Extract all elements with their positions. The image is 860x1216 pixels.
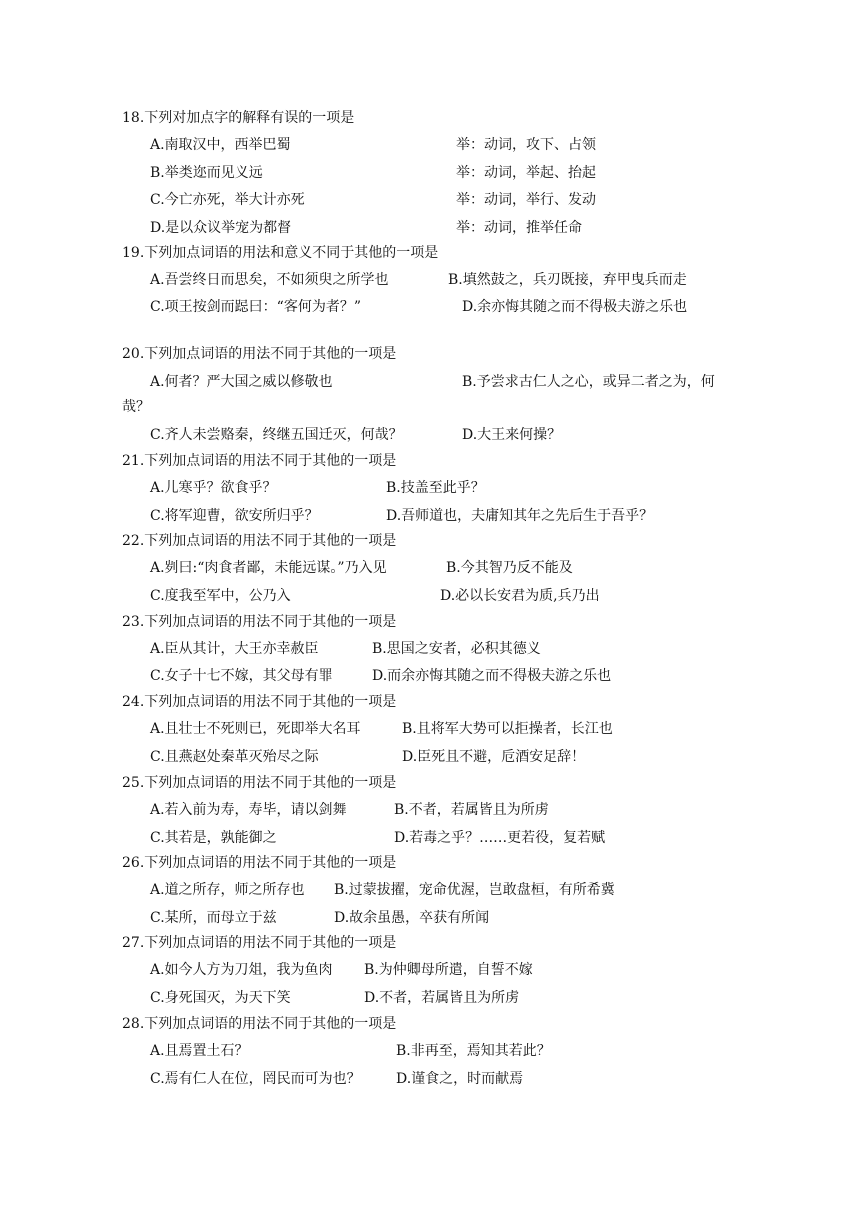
question-23-option-a: A.臣从其计，大王亦幸赦臣	[150, 641, 319, 657]
question-25-stem: 25.下列加点词语的用法不同于其他的一项是	[122, 775, 397, 791]
question-18-option-c: C.今亡亦死，举大计亦死	[150, 192, 305, 208]
question-22-stem: 22.下列加点词语的用法不同于其他的一项是	[122, 533, 397, 549]
question-25-option-c: C.其若是，孰能御之	[150, 830, 277, 846]
question-19-option-c: C.项王按剑而跽曰：“客何为者？”	[150, 299, 361, 315]
question-20-option-b: B.予尝求古仁人之心，或异二者之为，何	[462, 374, 715, 390]
question-24-option-b: B.且将军大势可以拒操者，长江也	[402, 721, 613, 737]
question-20-option-d: D.大王来何操？	[462, 427, 562, 443]
question-28-option-c: C.焉有仁人在位，罔民而可为也？	[150, 1071, 361, 1087]
question-18-option-a-explanation: 举：动词，攻下、占领	[456, 137, 596, 153]
question-23-option-d: D.而余亦悔其随之而不得极夫游之乐也	[372, 668, 612, 684]
question-28-option-a: A.且焉置土石？	[150, 1043, 249, 1059]
question-18-option-b-explanation: 举：动词，举起、抬起	[456, 165, 596, 181]
question-21-option-d: D.吾师道也，夫庸知其年之先后生于吾乎？	[386, 508, 654, 524]
question-20-stem: 20.下列加点词语的用法不同于其他的一项是	[122, 346, 397, 362]
question-28-option-b: B.非再至，焉知其若此？	[396, 1043, 551, 1059]
question-27-option-a: A.如今人方为刀俎，我为鱼肉	[150, 962, 333, 978]
question-26-option-a: A.道之所存，师之所存也	[150, 882, 305, 898]
question-24-option-a: A.且壮士不死则已，死即举大名耳	[150, 721, 361, 737]
question-28-stem: 28.下列加点词语的用法不同于其他的一项是	[122, 1016, 397, 1032]
question-22-option-d: D.必以长安君为质,兵乃出	[440, 588, 600, 604]
question-21-option-c: C.将军迎曹，欲安所归乎？	[150, 508, 319, 524]
question-20-option-c: C.齐人未尝赂秦，终继五国迁灭，何哉？	[150, 427, 403, 443]
question-23-option-c: C.女子十七不嫁，其父母有罪	[150, 668, 333, 684]
question-19-option-d: D.余亦悔其随之而不得极夫游之乐也	[462, 299, 688, 315]
question-22-option-b: B.今其智乃反不能及	[446, 560, 573, 576]
question-25-option-b: B.不者，若属皆且为所虏	[394, 802, 549, 818]
question-26-option-d: D.故余虽愚，卒获有所闻	[334, 910, 490, 926]
question-18-option-c-explanation: 举：动词，举行、发动	[456, 192, 596, 208]
question-18-option-d-explanation: 举：动词，推举任命	[456, 220, 582, 236]
question-24-option-d: D.臣死且不避，卮酒安足辞！	[402, 749, 586, 765]
question-28-option-d: D.谨食之，时而献焉	[396, 1071, 524, 1087]
question-22-option-c: C.度我至军中，公乃入	[150, 588, 291, 604]
question-18-stem: 18.下列对加点字的解释有误的一项是	[122, 110, 355, 126]
question-27-option-c: C.身死国灭，为天下笑	[150, 990, 291, 1006]
question-19-stem: 19.下列加点词语的用法和意义不同于其他的一项是	[122, 245, 439, 261]
question-19-option-a: A.吾尝终日而思矣，不如须臾之所学也	[150, 272, 389, 288]
question-26-stem: 26.下列加点词语的用法不同于其他的一项是	[122, 855, 397, 871]
question-18-option-b: B.举类迩而见义远	[150, 165, 263, 181]
question-21-stem: 21.下列加点词语的用法不同于其他的一项是	[122, 453, 397, 469]
question-27-option-b: B.为仲卿母所遣，自誓不嫁	[364, 962, 533, 978]
question-20-option-a: A.何者？严大国之威以修敬也	[150, 374, 333, 390]
question-23-stem: 23.下列加点词语的用法不同于其他的一项是	[122, 614, 397, 630]
question-24-option-c: C.且燕赵处秦革灭殆尽之际	[150, 749, 319, 765]
question-25-option-a: A.若入前为寿，寿毕，请以剑舞	[150, 802, 347, 818]
question-20-option-b-continued: 哉？	[122, 399, 150, 415]
question-19-option-b: B.填然鼓之，兵刃既接，弃甲曳兵而走	[448, 272, 687, 288]
question-26-option-b: B.过蒙拔擢，宠命优渥，岂敢盘桓，有所希冀	[334, 882, 615, 898]
question-24-stem: 24.下列加点词语的用法不同于其他的一项是	[122, 694, 397, 710]
question-25-option-d: D.若毒之乎？……更若役，复若赋	[394, 830, 606, 846]
question-18-option-a: A.南取汉中，西举巴蜀	[150, 137, 291, 153]
question-27-option-d: D.不者，若属皆且为所虏	[364, 990, 520, 1006]
question-26-option-c: C.某所，而母立于兹	[150, 910, 277, 926]
question-23-option-b: B.思国之安者，必积其德义	[372, 641, 541, 657]
question-21-option-a: A.儿寒乎？欲食乎？	[150, 480, 277, 496]
question-22-option-a: A.刿曰:“肉食者鄙，未能远谋。”乃入见	[150, 560, 387, 576]
question-27-stem: 27.下列加点词语的用法不同于其他的一项是	[122, 935, 397, 951]
question-21-option-b: B.技盖至此乎？	[386, 480, 485, 496]
question-18-option-d: D.是以众议举宠为都督	[150, 220, 292, 236]
